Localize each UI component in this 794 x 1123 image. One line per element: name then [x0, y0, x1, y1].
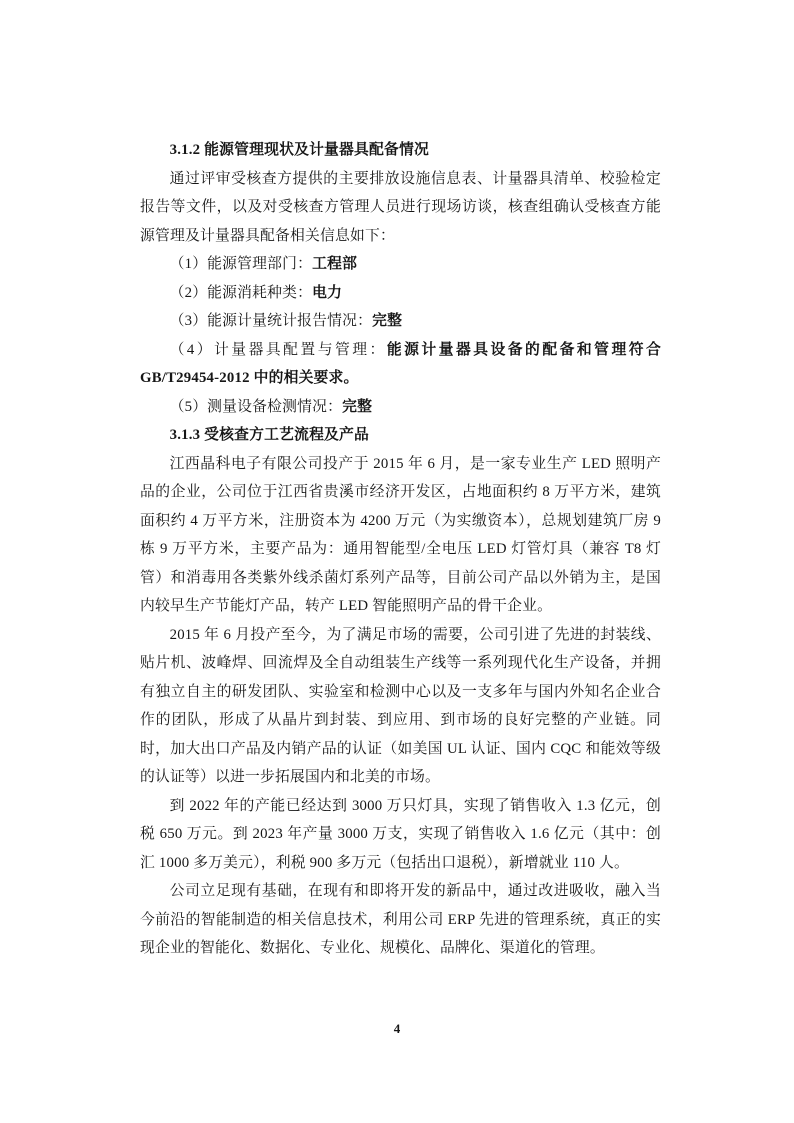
list-item-measurement-testing: [140, 393, 661, 422]
list-item-value: 电力: [312, 284, 343, 301]
list-item-label: （1）能源管理部门：: [169, 256, 313, 272]
strategy-paragraph: 公司立足现有基础，在现有和即将开发的新品中，通过改进吸收，融入当今前沿的智能制造的相关信息技术，利用公司 ERP 先进的管理系统，真正的实现企业的智能化、数据化、专业化、规模化、品牌化、渠道化的管理。: [140, 883, 661, 956]
page-body-text: [140, 136, 661, 963]
list-item-energy-department: [140, 250, 661, 279]
production-equipment-paragraph: 2015 年 6 月投产至今，为了满足市场的需要，公司引进了先进的封装线、贴片机、波峰焊、回流焊及全自动组装生产线等一系列现代化生产设备，并拥有独立自主的研发团队、实验室和检测中心以及一支多年与国内外知名企业合作的团队，形成了从晶片到封装、到应用、到市场的良好完整的产业链。同时，加大出口产品及内销产品的认证（如美国 UL 认证、国内 CQC 和能效等级的认证等）以进一步拓展国内和北美的市场。: [140, 626, 661, 785]
page-number: 4: [393, 1021, 401, 1036]
list-item-value: 工程部: [312, 256, 358, 272]
list-item-value: 完整: [372, 313, 403, 329]
company-intro-paragraph: 江西晶科电子有限公司投产于 2015 年 6 月，是一家专业生产 LED 照明产品的企业，公司位于江西省贵溪市经济开发区，占地面积约 8 万平方米，建筑面积约 4 万平方米，注册资本为 4200 万元（为实缴资本），总规划建筑厂房 9 栋 9 万平方米，主要产品为：通用智能型/全电压 LED 灯管灯具（兼容 T8 灯管）和消毒用各类紫外线杀菌灯系列产品等，目前公司产品以外销为主，是国内较早生产节能灯产品，转产 LED 智能照明产品的骨干企业。: [140, 455, 661, 614]
list-item-meter-configuration: [140, 336, 661, 393]
capacity-revenue-paragraph: 到 2022 年的产能已经达到 3000 万只灯具，实现了销售收入 1.3 亿元，创税 650 万元。到 2023 年产量 3000 万支，实现了销售收入 1.6 亿元（其中：创汇 1000 多万美元），利税 900 多万元（包括出口退税），新增就业 110 人。: [140, 797, 661, 871]
section-heading-3-1-3: 3.1.3 受核查方工艺流程及产品: [169, 427, 370, 443]
list-item-value: 能源计量器具设备的配备和管理符合 GB/T29454-2012 中的相关要求。: [140, 341, 662, 386]
list-item-label: （5）测量设备检测情况：: [169, 398, 343, 415]
list-item-statistics-report: [140, 307, 661, 336]
list-item-energy-type: [140, 279, 661, 308]
list-item-label: （4）计量器具配置与管理：: [169, 341, 387, 358]
list-item-label: （2）能源消耗种类：: [169, 284, 313, 301]
intro-paragraph: 通过评审受核查方提供的主要排放设施信息表、计量器具清单、校验检定报告等文件，以及对受核查方管理人员进行现场访谈，核查组确认受核查方能源管理及计量器具配备相关信息如下：: [140, 170, 661, 244]
section-heading-3-1-2: 3.1.2 能源管理现状及计量器具配备情况: [169, 142, 430, 158]
list-item-label: （3）能源计量统计报告情况：: [169, 313, 373, 329]
list-item-value: 完整: [342, 398, 373, 415]
